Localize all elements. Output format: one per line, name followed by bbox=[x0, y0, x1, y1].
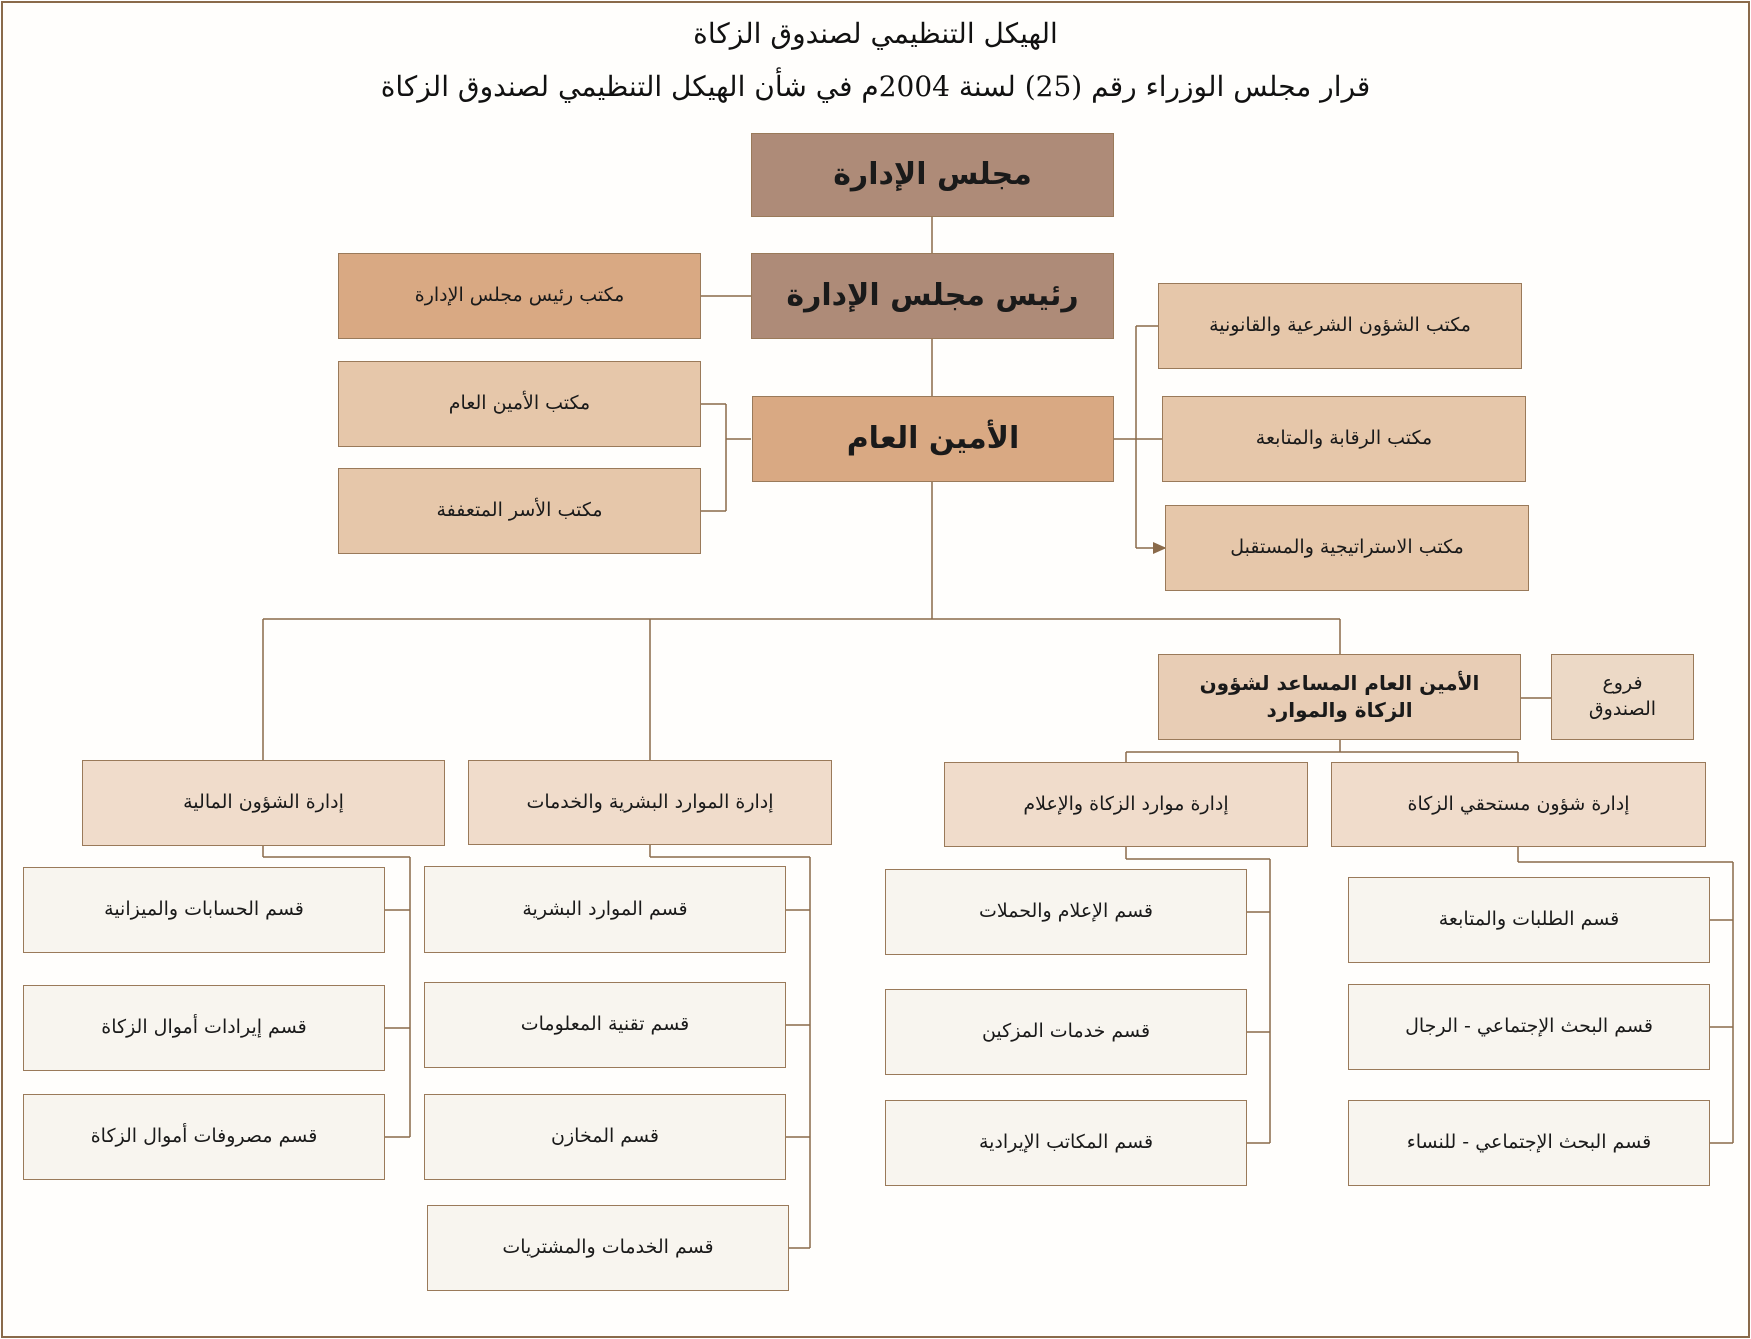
resources-dept-node: إدارة موارد الزكاة والإعلام bbox=[944, 762, 1308, 847]
assistant-sg-node: الأمين العام المساعد لشؤون الزكاة والموارد bbox=[1158, 654, 1521, 740]
section-node: قسم مصروفات أموال الزكاة bbox=[23, 1094, 385, 1180]
section-node: قسم المخازن bbox=[424, 1094, 786, 1180]
section-node: قسم المكاتب الإيرادية bbox=[885, 1100, 1247, 1186]
section-node: قسم البحث الإجتماعي - الرجال bbox=[1348, 984, 1710, 1070]
secretary-general-node: الأمين العام bbox=[752, 396, 1114, 482]
finance-dept-node: إدارة الشؤون المالية bbox=[82, 760, 445, 846]
branches-node: فروع الصندوق bbox=[1551, 654, 1694, 740]
families-office-node: مكتب الأسر المتعففة bbox=[338, 468, 701, 554]
chart-subtitle: قرار مجلس الوزراء رقم (25) لسنة 2004م في شأن الهيكل التنظيمي لصندوق الزكاة bbox=[380, 70, 1371, 103]
section-node: قسم البحث الإجتماعي - للنساء bbox=[1348, 1100, 1710, 1186]
section-node: قسم الطلبات والمتابعة bbox=[1348, 877, 1710, 963]
beneficiaries-dept-node: إدارة شؤون مستحقي الزكاة bbox=[1331, 762, 1706, 847]
section-node: قسم خدمات المزكين bbox=[885, 989, 1247, 1075]
chairman-office-node: مكتب رئيس مجلس الإدارة bbox=[338, 253, 701, 339]
section-node: قسم الحسابات والميزانية bbox=[23, 867, 385, 953]
section-node: قسم تقنية المعلومات bbox=[424, 982, 786, 1068]
chairman-node: رئيس مجلس الإدارة bbox=[751, 253, 1114, 339]
section-node: قسم الإعلام والحملات bbox=[885, 869, 1247, 955]
chart-title: الهيكل التنظيمي لصندوق الزكاة bbox=[693, 17, 1058, 50]
board-node: مجلس الإدارة bbox=[751, 133, 1114, 217]
monitoring-office-node: مكتب الرقابة والمتابعة bbox=[1162, 396, 1526, 482]
section-node: قسم الموارد البشرية bbox=[424, 866, 786, 953]
hr-dept-node: إدارة الموارد البشرية والخدمات bbox=[468, 760, 832, 845]
section-node: قسم إيرادات أموال الزكاة bbox=[23, 985, 385, 1071]
strategy-office-node: مكتب الاستراتيجية والمستقبل bbox=[1165, 505, 1529, 591]
legal-office-node: مكتب الشؤون الشرعية والقانونية bbox=[1158, 283, 1522, 369]
section-node: قسم الخدمات والمشتريات bbox=[427, 1205, 789, 1291]
sg-office-node: مكتب الأمين العام bbox=[338, 361, 701, 447]
